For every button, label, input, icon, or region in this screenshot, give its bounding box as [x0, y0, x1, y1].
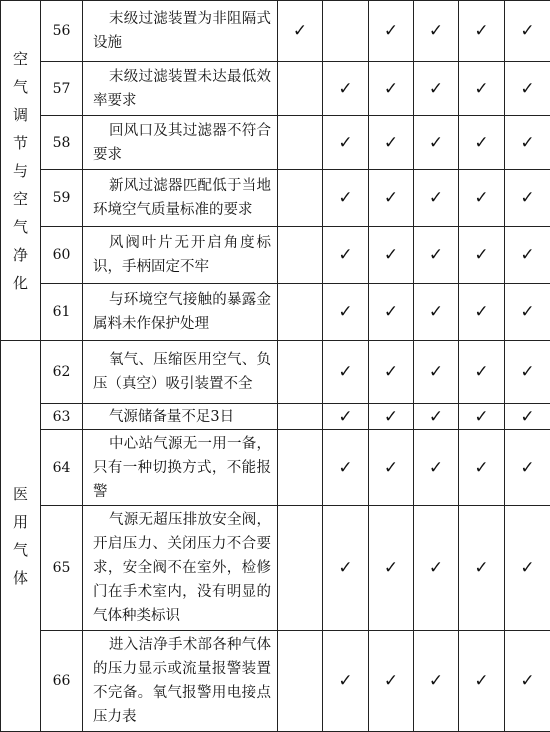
check-cell: ✓: [323, 169, 369, 226]
check-cell: [278, 284, 323, 341]
check-cell: ✓: [323, 404, 369, 430]
check-cell: [278, 505, 323, 630]
table-row: [1, 284, 550, 341]
item-description: 新风过滤器匹配低于当地环境空气质量标准的要求: [83, 169, 278, 226]
check-cell: ✓: [323, 227, 369, 284]
check-cell: ✓: [459, 404, 505, 430]
check-cell: ✓: [369, 1, 414, 62]
item-description: 中心站气源无一用一备，只有一种切换方式，不能报警: [83, 430, 278, 506]
check-cell: ✓: [505, 1, 550, 62]
check-cell: ✓: [505, 62, 550, 116]
check-cell: [278, 341, 323, 404]
table-row: [1, 1, 550, 62]
table-row: [1, 169, 550, 226]
check-cell: ✓: [323, 430, 369, 506]
item-description: 回风口及其过滤器不符合要求: [83, 116, 278, 170]
table-body: [1, 1, 550, 732]
check-cell: ✓: [505, 430, 550, 506]
check-cell: ✓: [414, 404, 459, 430]
check-cell: ✓: [505, 505, 550, 630]
check-cell: ✓: [369, 430, 414, 506]
item-description: 末级过滤装置为非阻隔式设施: [83, 1, 278, 62]
table-row: [1, 404, 550, 430]
category-cell: 医 用 气 体: [1, 341, 41, 732]
item-description: 气源无超压排放安全阀，开启压力、关闭压力不合要求，安全阀不在室外，检修门在手术室内，没有明显的气体种类标识: [83, 505, 278, 630]
table-row: [1, 116, 550, 170]
table-row: [1, 430, 550, 506]
check-cell: ✓: [459, 430, 505, 506]
item-number: 58: [41, 116, 83, 170]
check-cell: ✓: [369, 227, 414, 284]
check-cell: ✓: [505, 631, 550, 732]
check-cell: ✓: [414, 505, 459, 630]
item-number: 60: [41, 227, 83, 284]
item-number: 66: [41, 631, 83, 732]
check-cell: ✓: [505, 227, 550, 284]
check-cell: ✓: [278, 1, 323, 62]
check-cell: ✓: [459, 631, 505, 732]
item-description: 进入洁净手术部各种气体的压力显示或流量报警装置不完备。氧气报警用电接点压力表: [83, 631, 278, 732]
check-cell: [278, 169, 323, 226]
item-number: 59: [41, 169, 83, 226]
check-cell: ✓: [414, 62, 459, 116]
check-cell: ✓: [505, 341, 550, 404]
check-cell: ✓: [459, 169, 505, 226]
table-row: [1, 505, 550, 630]
check-cell: ✓: [323, 284, 369, 341]
check-cell: ✓: [459, 116, 505, 170]
check-cell: [278, 116, 323, 170]
item-description: 末级过滤装置未达最低效率要求: [83, 62, 278, 116]
item-description: 与环境空气接触的暴露金属料未作保护处理: [83, 284, 278, 341]
check-cell: ✓: [369, 284, 414, 341]
check-cell: ✓: [369, 631, 414, 732]
check-cell: ✓: [459, 227, 505, 284]
item-number: 61: [41, 284, 83, 341]
check-cell: ✓: [414, 430, 459, 506]
item-number: 63: [41, 404, 83, 430]
table-row: [1, 227, 550, 284]
check-cell: [278, 62, 323, 116]
item-description: 风阀叶片无开启角度标识，手柄固定不牢: [83, 227, 278, 284]
check-cell: ✓: [323, 341, 369, 404]
check-cell: ✓: [414, 284, 459, 341]
check-cell: [278, 631, 323, 732]
check-cell: ✓: [414, 631, 459, 732]
check-cell: ✓: [323, 62, 369, 116]
check-cell: [278, 227, 323, 284]
item-number: 65: [41, 505, 83, 630]
check-cell: ✓: [505, 404, 550, 430]
item-number: 57: [41, 62, 83, 116]
check-cell: ✓: [414, 1, 459, 62]
check-cell: ✓: [414, 341, 459, 404]
check-cell: ✓: [414, 169, 459, 226]
check-cell: ✓: [369, 116, 414, 170]
check-cell: ✓: [369, 169, 414, 226]
check-cell: ✓: [459, 505, 505, 630]
item-number: 56: [41, 1, 83, 62]
check-cell: ✓: [369, 62, 414, 116]
check-cell: [278, 430, 323, 506]
category-cell: 空 气 调 节 与 空 气 净 化: [1, 1, 41, 341]
item-number: 62: [41, 341, 83, 404]
table-row: [1, 631, 550, 732]
check-cell: ✓: [459, 341, 505, 404]
check-cell: ✓: [369, 505, 414, 630]
check-cell: ✓: [505, 284, 550, 341]
check-cell: ✓: [414, 227, 459, 284]
check-cell: [323, 1, 369, 62]
check-cell: ✓: [369, 341, 414, 404]
item-description: 气源储备量不足3日: [83, 404, 278, 430]
item-description: 氧气、压缩医用空气、负压（真空）吸引装置不全: [83, 341, 278, 404]
check-cell: ✓: [323, 116, 369, 170]
check-cell: ✓: [459, 1, 505, 62]
check-cell: ✓: [505, 169, 550, 226]
check-cell: ✓: [505, 116, 550, 170]
item-number: 64: [41, 430, 83, 506]
check-cell: [278, 404, 323, 430]
check-cell: ✓: [323, 631, 369, 732]
check-cell: ✓: [414, 116, 459, 170]
check-cell: ✓: [459, 284, 505, 341]
check-cell: ✓: [459, 62, 505, 116]
table-row: [1, 341, 550, 404]
table-row: [1, 62, 550, 116]
check-cell: ✓: [369, 404, 414, 430]
check-cell: ✓: [323, 505, 369, 630]
